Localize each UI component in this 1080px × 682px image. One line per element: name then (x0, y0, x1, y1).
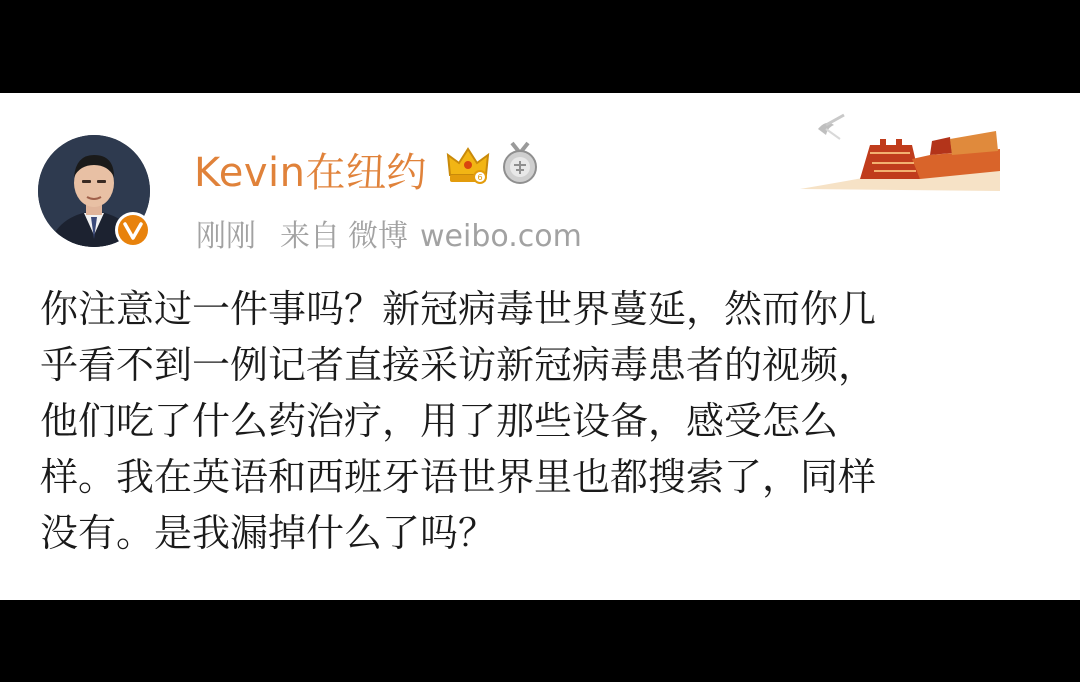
source-label: 来自 (280, 219, 340, 254)
weibo-post-card (0, 93, 1080, 600)
source-app[interactable]: 微博 (348, 219, 408, 254)
post-text-line: 你注意过一件事吗？新冠病毒世界蔓延，然而你几 (40, 287, 877, 331)
post-text-line: 他们吃了什么药治疗，用了那些设备，感受怎么 (40, 399, 839, 443)
post-meta (196, 211, 582, 255)
vip-crown-icon[interactable] (446, 145, 490, 185)
post-text-line: 样。我在英语和西班牙语世界里也都搜索了，同样 (40, 455, 877, 499)
post-text (40, 281, 1040, 561)
medal-icon[interactable] (500, 141, 540, 185)
author-name[interactable]: Kevin在纽约 (194, 150, 427, 196)
post-text-line: 乎看不到一例记者直接采访新冠病毒患者的视频， (40, 343, 877, 387)
post-time: 刚刚 (196, 219, 256, 254)
post-text-line: 没有。是我漏掉什么了吗？ (40, 511, 497, 555)
source-domain: weibo.com (420, 219, 582, 254)
svg-text:6: 6 (477, 173, 483, 182)
verified-v-icon (114, 211, 152, 249)
great-wall-icon (800, 109, 1000, 191)
